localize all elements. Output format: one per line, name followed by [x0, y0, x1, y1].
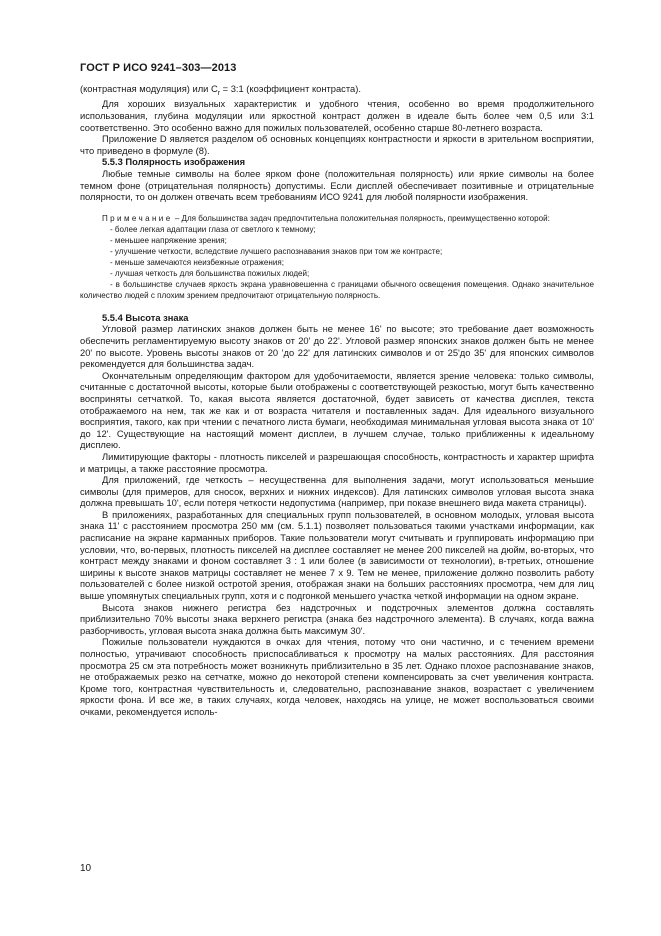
page-body	[80, 84, 594, 719]
note-intro	[80, 213, 594, 224]
paragraph: Окончательным определяющим фактором для удобочитаемости, является зрение человека: только символы, считанные с достаточной высоты, которые были отображены с соответствующей резкостью, могут быть качественно восприняты сетчаткой. То, какая высота является достаточной, будет зависеть от качества дисплея, текста отображаемого на нем, так же как и от возраста читателя и поставленных задач. Для идеального визуального восприятия, такого, как при чтении с печатного листа бумаги, необходимая минимальная угловая высота знака от 10' до 12'. Существующие на настоящий момент дисплеи, в лучшем случае, только приближенны к идеальному дисплею.	[80, 370, 594, 451]
note-intro-text: – Для большинства задач предпочтительна положительная полярность, преимущественно которой:	[172, 213, 550, 223]
note-list-item: - улучшение четкости, вследствие лучшего распознавания знаков при том же контрасте;	[110, 246, 443, 256]
paragraph-text: (контрастная модуляция) или C	[80, 84, 218, 94]
paragraph: Любые темные символы на более ярком фоне (положительная полярность) или яркие символы на более темном фоне (отрицательная полярность) допустимы. Если дисплей обеспечивает позитивные и отрицательные полярности, то он должен отвечать всем требованиям ИСО 9241 для любой полярности изображения.	[80, 169, 594, 203]
note-list-item: - меньшее напряжение зрения;	[110, 235, 227, 245]
paragraph: Приложение D является разделом об основных концепциях контрастности и яркости в зрительном восприятии, что приведено в формуле (8).	[80, 134, 594, 156]
paragraph-contrast-modulation	[80, 84, 594, 99]
paragraph: Угловой размер латинских знаков должен быть не менее 16' по высоте; это требование дает возможность обеспечить регламентируемую высоту знаков от 20' до 22'. Угловой размер японских знаков должен быть не менее 20' по высоте. Уровень высоты знаков от 20 'до 22' для латинских символов и от 25'до 35' для японских символов рекомендуется для большинства задач.	[80, 324, 594, 370]
paragraph: Пожилые пользователи нуждаются в очках для чтения, потому что они частично, и с течением времени полностью, утрачивают способность приспосабливаться к просмотру на малых расстояниях. Для расстояния просмотра 25 см эта потребность может возникнуть приблизительно в 35 лет. Однако плохое распознавание знаков, не отображаемых резко на сетчатке, можно до некоторой степени компенсировать за счет увеличения контраста. Кроме того, контрастная чувствительность и, следовательно, распознавание знаков, возрастает с увеличением яркости фона. И все же, в таких случаях, когда человек, находясь на улице, не может воспользоваться своими очками, рекомендуется исполь-	[80, 637, 594, 717]
paragraph: Для хороших визуальных характеристик и удобного чтения, особенно во время продолжительного использования, глубина модуляции или яркостной контраст должен в идеале быть более чем 0,5 или 3:1 соответственно. Это особенно важно для пожилых пользователей, особенно старше 80-летнего возраста.	[80, 99, 594, 133]
note-block	[80, 213, 594, 301]
paragraph: Высота знаков нижнего регистра без надстрочных и подстрочных элементов должна составлять приблизительно 70% высоты знака верхнего регистра (знака без надстрочного элемента). В случаях, когда важна разборчивость, угловая высота знака должна быть максимум 30'.	[80, 602, 594, 636]
note-list-item: - меньше замечаются неизбежные отражения;	[110, 257, 284, 267]
page-number: 10	[80, 863, 92, 874]
section-heading-5-5-4: 5.5.4 Высота знака	[102, 312, 189, 323]
note-label: Примечание	[102, 213, 173, 223]
page-header: ГОСТ Р ИСО 9241–303—2013	[80, 62, 237, 74]
paragraph: Для приложений, где четкость – несущественна для выполнения задачи, могут использоваться меньшие символы (для примеров, для сносок, верхних и нижних индексов). Для латинских символов угловая высота знака должна превышать 10', если потеря четкости недопустима (например, при показе внешнего вида макета страницы).	[80, 475, 594, 509]
paragraph: Лимитирующие факторы - плотность пикселей и разрешающая способность, контрастность и характер шрифта и матрицы, а также расстояние просмотра.	[80, 451, 594, 474]
note-list-item: - лучшая четкость для большинства пожилых людей;	[110, 268, 310, 278]
note-list-item: - в большинстве случаев яркость экрана уравновешенна с границами обычного освещения помещения. Однако значительное количество людей с плохим зрением предпочитают отрицательную полярность.	[80, 279, 594, 300]
subscript: r	[217, 89, 221, 97]
note-list-item: - более легкая адаптации глаза от светлого к темному;	[110, 224, 316, 234]
section-heading-5-5-3: 5.5.3 Полярность изображения	[102, 157, 246, 168]
paragraph-text: = 3:1 (коэффициент контраста).	[220, 84, 361, 94]
paragraph: В приложениях, разработанных для специальных групп пользователей, в основном молодых, угловая высота знака 11' с расстоянием просмотра 250 мм (см. 5.1.1) позволяет пользоваться такими участками информации, как расписание на экране карманных приборов. Такие пользователи могут считывать и группировать информацию при условии, что, во-первых, плотность пикселей на дисплее составляет не менее 200 пикселей на дюйм, во-вторых, что контраст между знаками и фоном составляет 3 : 1 или более (в зависимости от технологии), в-третьих, отношение ширины к высоте знаков матрицы составляет не менее 7 х 9. Тем не менее, приложение должно позволить работу пользователей с более низкой остротой зрения, отображая знаки на больших расстояниях просмотра, чем для лиц выше упомянутых специальных групп, хотя и с подгонкой меньшего участка четкой информации на одном экране.	[80, 509, 594, 602]
